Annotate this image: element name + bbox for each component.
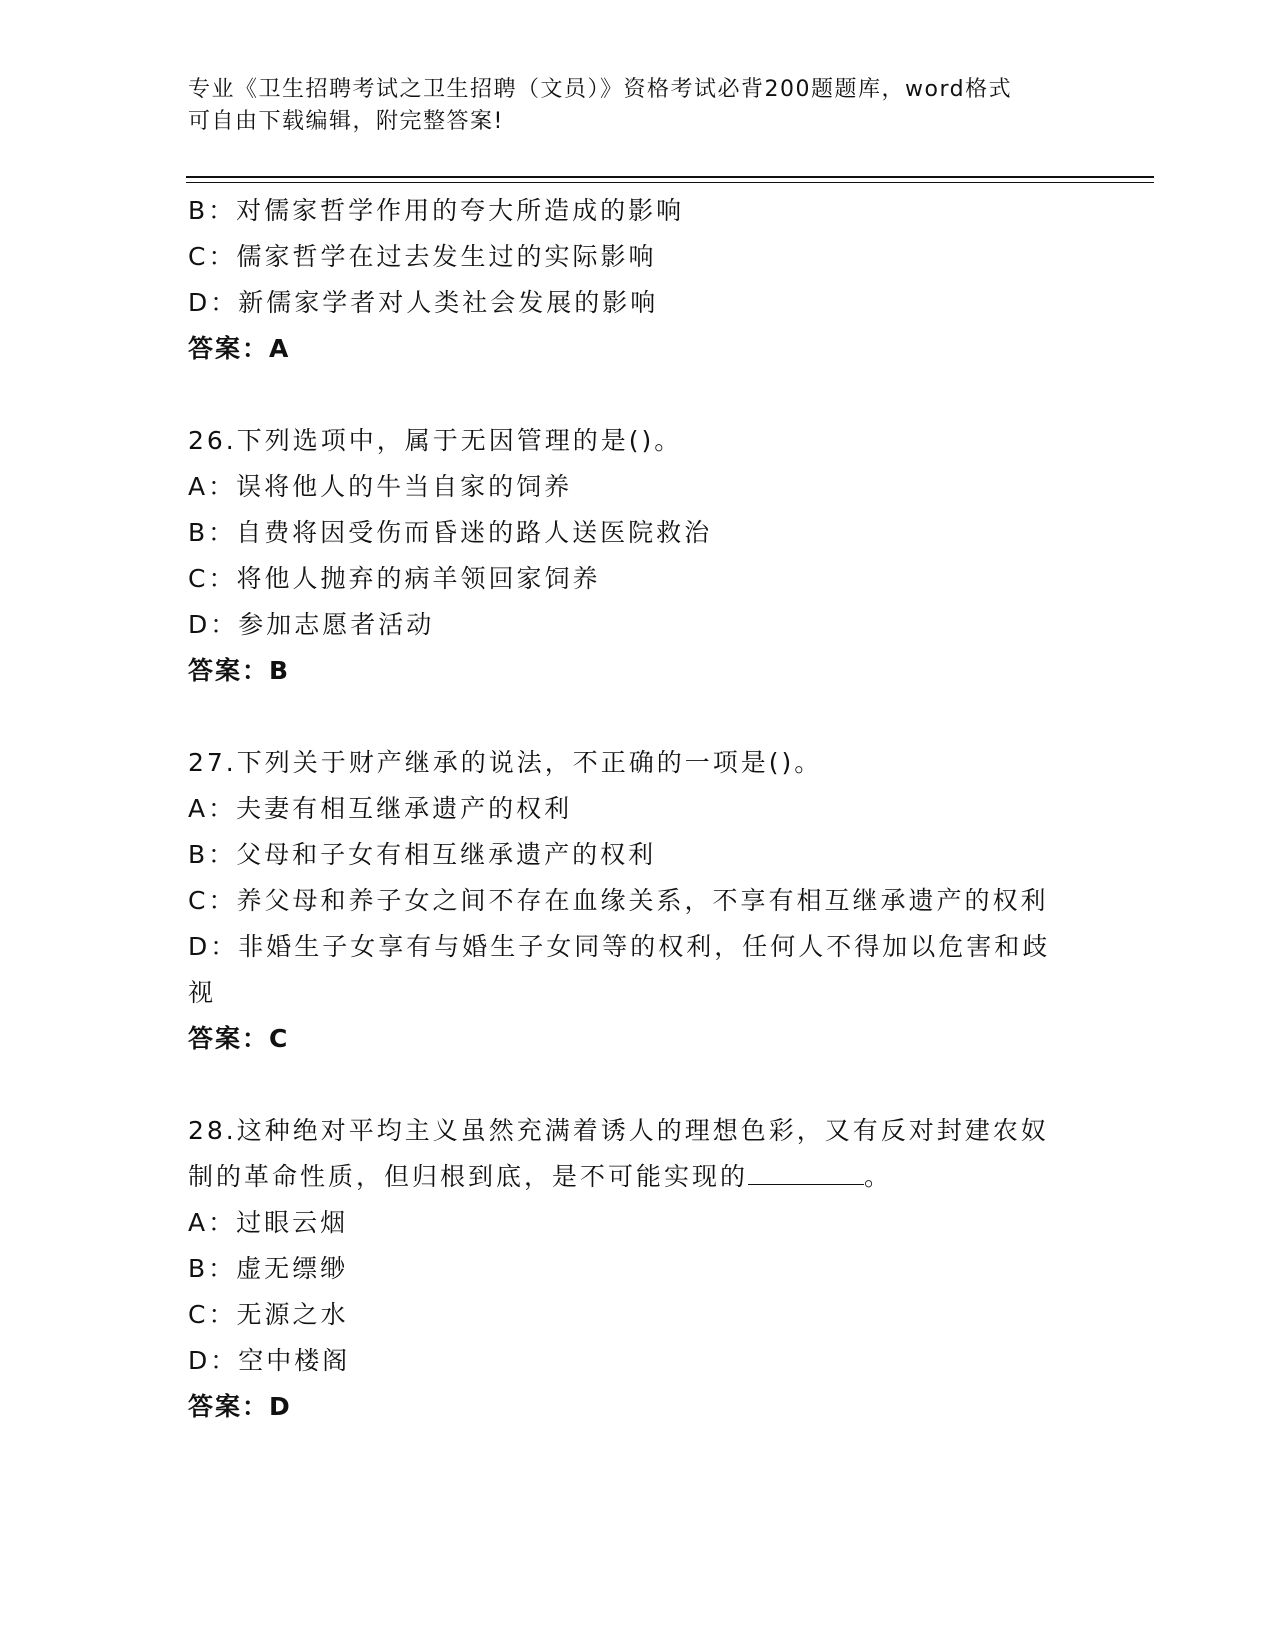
option-b: B：对儒家哲学作用的夸大所造成的影响 [188, 196, 685, 225]
header-line-1: 专业《卫生招聘考试之卫生招聘（文员）》资格考试必背200题题库，word格式 [188, 77, 1013, 102]
option-a: A：夫妻有相互继承遗产的权利 [188, 794, 573, 823]
option-c: C：无源之水 [188, 1300, 349, 1329]
header-divider-thick [186, 176, 1154, 178]
answer-line: 答案：B [188, 656, 291, 685]
question-prev [188, 188, 1088, 372]
question-stem: 28.这种绝对平均主义虽然充满着诱人的理想色彩，又有反对封建农奴 [188, 1116, 1049, 1145]
option-c: C：儒家哲学在过去发生过的实际影响 [188, 242, 657, 271]
option-c: C：养父母和养子女之间不存在血缘关系，不享有相互继承遗产的权利 [188, 886, 1049, 915]
option-d-continuation: 视 [188, 978, 217, 1007]
spacer [188, 372, 1088, 418]
option-a: A：过眼云烟 [188, 1208, 349, 1237]
answer-line: 答案：D [188, 1392, 292, 1421]
spacer [188, 1062, 1088, 1108]
option-b: B：自费将因受伤而昏迷的路人送医院救治 [188, 518, 713, 547]
option-c: C：将他人抛弃的病羊领回家饲养 [188, 564, 601, 593]
question-stem: 27.下列关于财产继承的说法，不正确的一项是()。 [188, 748, 823, 777]
stem-end-punctuation: 。 [864, 1162, 893, 1191]
question-stem: 26.下列选项中，属于无因管理的是()。 [188, 426, 683, 455]
option-a: A：误将他人的牛当自家的饲养 [188, 472, 573, 501]
question-list [188, 188, 1088, 1430]
question-stem-continuation [188, 1154, 1088, 1200]
option-b: B：父母和子女有相互继承遗产的权利 [188, 840, 657, 869]
document-header [188, 74, 1088, 138]
option-d: D：参加志愿者活动 [188, 610, 435, 639]
fill-in-blank [748, 1154, 864, 1185]
header-line-2: 可自由下载编辑，附完整答案! [188, 109, 504, 134]
stem-text: 制的革命性质，但归根到底，是不可能实现的 [188, 1162, 749, 1191]
question-27 [188, 740, 1088, 1062]
answer-line: 答案：C [188, 1024, 290, 1053]
option-d: D：非婚生子女享有与婚生子女同等的权利，任何人不得加以危害和歧 [188, 932, 1051, 961]
option-d: D：新儒家学者对人类社会发展的影响 [188, 288, 659, 317]
spacer [188, 694, 1088, 740]
question-28 [188, 1108, 1088, 1430]
answer-line: 答案：A [188, 334, 291, 363]
option-d: D：空中楼阁 [188, 1346, 351, 1375]
question-26 [188, 418, 1088, 694]
option-b: B：虚无缥缈 [188, 1254, 349, 1283]
header-divider-thin [186, 182, 1154, 183]
